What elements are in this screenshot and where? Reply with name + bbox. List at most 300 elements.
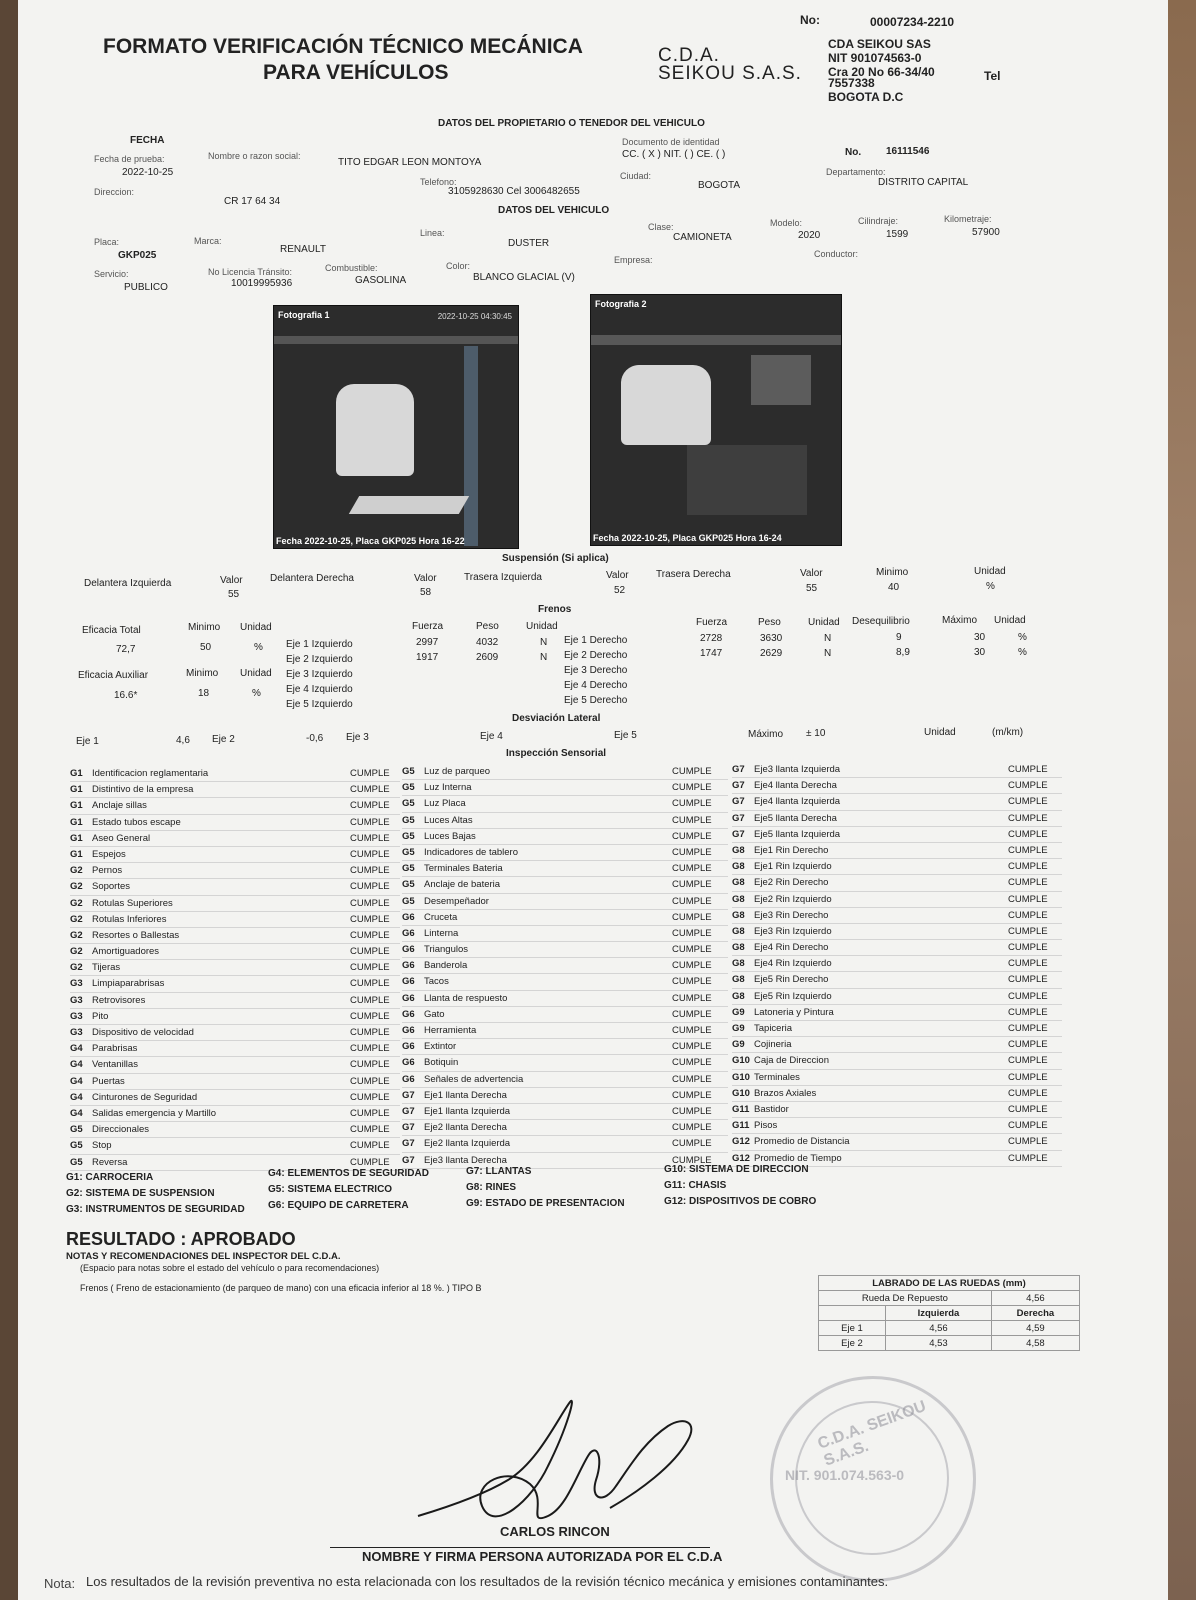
item-name: Retrovisores [92, 994, 146, 1006]
item-name: Pisos [754, 1120, 778, 1132]
eje2-der-peso: 2629 [760, 648, 783, 659]
item-name: Señales de advertencia [424, 1073, 524, 1085]
sensorial-row [732, 827, 1062, 843]
item-result: CUMPLE [1008, 958, 1048, 970]
eje2-max: 30 [974, 647, 986, 658]
group-code: G6 [402, 944, 415, 956]
linea-label: Linea: [420, 228, 445, 238]
sensorial-row [732, 989, 1062, 1005]
item-result: CUMPLE [672, 1154, 712, 1166]
ef-total-min-value: 50 [200, 642, 212, 653]
group-code: G12 [732, 1136, 750, 1148]
item-name: Reversa [92, 1156, 128, 1168]
group-code: G2 [70, 962, 83, 974]
sensorial-row [732, 892, 1062, 908]
item-result: CUMPLE [672, 992, 712, 1004]
document-page [18, 0, 1168, 1600]
item-name: Eje2 llanta Izquierda [424, 1138, 511, 1150]
group-code: G4 [70, 1091, 83, 1103]
item-result: CUMPLE [672, 1073, 712, 1085]
linea-value: DUSTER [508, 238, 550, 249]
sensorial-row [70, 976, 400, 992]
sensorial-column-2 [402, 764, 728, 1169]
item-result: CUMPLE [672, 895, 712, 907]
sensorial-row [402, 861, 728, 877]
sensorial-row [70, 1041, 400, 1057]
legend-g3: G3: INSTRUMENTOS DE SEGURIDAD [66, 1204, 245, 1215]
modelo-label: Modelo: [770, 218, 803, 228]
group-code: G1 [70, 816, 83, 828]
item-name: Eje4 Rin Derecho [754, 942, 829, 954]
item-result: CUMPLE [350, 832, 390, 844]
item-result: CUMPLE [350, 1027, 390, 1038]
group-code: G1 [70, 832, 83, 844]
item-result: CUMPLE [350, 1124, 390, 1136]
eje1-deseq: 9 [896, 632, 902, 643]
photo-1-beam [274, 336, 518, 344]
item-result: CUMPLE [350, 1091, 390, 1103]
sensorial-row [70, 831, 400, 847]
item-name: Soportes [92, 881, 131, 893]
footer-nota-label: Nota: [44, 1576, 76, 1591]
doc-no-label: No. [845, 147, 862, 158]
handwritten-signature [398, 1396, 718, 1539]
group-code: G1 [70, 768, 83, 779]
item-name: Promedio de Tiempo [754, 1152, 842, 1164]
photo-2-tag: Fotografia 2 [595, 299, 647, 309]
group-code: G7 [402, 1138, 415, 1150]
group-code: G8 [732, 990, 745, 1002]
ef-aux-min-label: Minimo [186, 668, 219, 679]
eje1-der-fuerza: 2728 [700, 633, 723, 644]
company-address: Cra 20 No 66-34/40 [828, 65, 935, 79]
item-name: Botiquin [424, 1057, 459, 1069]
eje1-max: 30 [974, 632, 986, 643]
labrado-eje1-izq: 4,56 [886, 1321, 992, 1336]
item-result: CUMPLE [350, 913, 390, 925]
item-result: CUMPLE [672, 976, 712, 988]
eje2-der-fuerza: 1747 [700, 648, 723, 659]
group-code: G9 [732, 1006, 745, 1018]
group-code: G2 [70, 897, 83, 909]
item-result: CUMPLE [350, 1107, 390, 1119]
item-name: Indicadores de tablero [424, 846, 519, 858]
item-result: CUMPLE [350, 1075, 390, 1087]
notas-title: NOTAS Y RECOMENDACIONES DEL INSPECTOR DEL C.D.A. [66, 1251, 341, 1262]
group-code: G5 [70, 1124, 83, 1136]
licencia-label: No Licencia Tránsito: [208, 267, 293, 277]
group-code: G6 [402, 1073, 415, 1085]
group-code: G7 [402, 1089, 415, 1101]
empresa-label: Empresa: [614, 255, 653, 265]
item-name: Stop [92, 1140, 112, 1152]
clase-label: Clase: [648, 222, 674, 232]
eje1-izq-fuerza: 2997 [416, 637, 439, 648]
eje1-der-label: Eje 1 Derecho [564, 635, 628, 646]
item-result: CUMPLE [1008, 990, 1048, 1002]
group-code: G8 [732, 909, 745, 921]
eje5-izq-label: Eje 5 Izquierdo [286, 699, 353, 710]
group-code: G8 [732, 861, 745, 873]
item-name: Eje4 llanta Derecha [754, 780, 837, 792]
document-number: 00007234-2210 [870, 15, 955, 29]
legend-g10: G10: SISTEMA DE DIRECCION [664, 1164, 809, 1175]
group-code: G7 [732, 828, 745, 840]
eje1-izq-peso: 4032 [476, 637, 499, 648]
company-phone: 7557338 [828, 76, 875, 90]
item-result: CUMPLE [672, 830, 712, 842]
group-code: G4 [70, 1075, 83, 1087]
title-line-1: FORMATO VERIFICACIÓN TÉCNICO MECÁNICA [103, 35, 583, 58]
item-result: CUMPLE [350, 784, 390, 796]
sensorial-row [402, 894, 728, 910]
photo-2 [590, 294, 842, 546]
sensorial-row [732, 859, 1062, 875]
labrado-eje2-izq: 4,53 [886, 1336, 992, 1351]
item-result: CUMPLE [672, 766, 712, 777]
repuesto-label: Rueda De Repuesto [819, 1291, 992, 1306]
item-result: CUMPLE [350, 994, 390, 1006]
group-code: G5 [402, 814, 415, 826]
fecha-label: Fecha de prueba: [94, 154, 165, 164]
group-code: G5 [402, 798, 415, 810]
item-name: Resortes o Ballestas [92, 929, 180, 941]
combustible-label: Combustible: [325, 263, 378, 273]
eje2-der-label: Eje 2 Derecho [564, 650, 628, 661]
eje4-der-label: Eje 4 Derecho [564, 680, 628, 691]
sensorial-row [732, 875, 1062, 891]
desv-eje4-label: Eje 4 [480, 731, 503, 742]
desv-eje2-label: Eje 2 [212, 734, 235, 745]
sensorial-row [402, 1104, 728, 1120]
group-code: G6 [402, 960, 415, 972]
item-result: CUMPLE [672, 911, 712, 923]
group-code: G12 [732, 1152, 750, 1164]
peso-left-label: Peso [476, 621, 499, 632]
group-code: G5 [402, 782, 415, 794]
group-code: G5 [402, 766, 415, 777]
item-name: Tacos [424, 976, 449, 988]
sensorial-row [732, 924, 1062, 940]
item-name: Estado tubos escape [92, 816, 181, 828]
group-code: G8 [732, 877, 745, 889]
sensorial-row [402, 1055, 728, 1071]
susp-ti-label: Trasera Izquierda [464, 572, 542, 583]
sensorial-row [402, 1007, 728, 1023]
eficacia-total-label: Eficacia Total [82, 625, 141, 636]
group-code: G4 [70, 1107, 83, 1119]
suspension-title: Suspensión (Si aplica) [502, 553, 609, 564]
item-name: Triangulos [424, 944, 469, 956]
item-name: Gato [424, 1008, 445, 1020]
sensorial-row [732, 940, 1062, 956]
sensorial-row [402, 974, 728, 990]
desv-unit-label: Unidad [924, 727, 956, 738]
item-name: Eje5 llanta Derecha [754, 812, 837, 824]
item-name: Rotulas Superiores [92, 897, 173, 909]
sensorial-row [70, 993, 400, 1009]
sensorial-row [732, 1086, 1062, 1102]
group-code: G6 [402, 911, 415, 923]
item-name: Eje1 Rin Izquierdo [754, 861, 832, 873]
item-result: CUMPLE [672, 1057, 712, 1069]
cilindraje-value: 1599 [886, 229, 909, 240]
legend-g8: G8: RINES [466, 1182, 517, 1193]
item-name: Extintor [424, 1041, 457, 1053]
item-result: CUMPLE [672, 944, 712, 956]
photo-2-machine [751, 355, 811, 405]
susp-dd-valor-label: Valor [414, 573, 437, 584]
ef-total-unit-label: Unidad [240, 622, 272, 633]
item-result: CUMPLE [1008, 764, 1048, 775]
item-name: Ventanillas [92, 1059, 138, 1071]
sensorial-column-3 [732, 762, 1062, 1167]
item-result: CUMPLE [1008, 974, 1048, 986]
group-code: G8 [732, 974, 745, 986]
sensorial-row [732, 843, 1062, 859]
unidad-left-label: Unidad [526, 621, 558, 632]
sensorial-row [70, 1122, 400, 1138]
peso-right-label: Peso [758, 617, 781, 628]
sensorial-row [732, 1021, 1062, 1037]
item-result: CUMPLE [350, 865, 390, 877]
item-name: Aseo General [92, 832, 151, 844]
item-result: CUMPLE [672, 814, 712, 826]
sensorial-row [402, 764, 728, 780]
susp-unit-label: Unidad [974, 566, 1006, 577]
group-code: G8 [732, 925, 745, 937]
sensorial-title: Inspección Sensorial [506, 748, 607, 759]
susp-td-valor-label: Valor [800, 568, 823, 579]
signer-name: CARLOS RINCON [500, 1524, 610, 1539]
telefono-value: 3105928630 Cel 3006482655 [448, 186, 580, 197]
ef-aux-pct: % [252, 688, 261, 699]
eje4-izq-label: Eje 4 Izquierdo [286, 684, 353, 695]
sensorial-row [402, 829, 728, 845]
frenos-title: Frenos [538, 604, 572, 615]
susp-unit-value: % [986, 581, 995, 592]
item-result: CUMPLE [1008, 893, 1048, 905]
eje1-izq-label: Eje 1 Izquierdo [286, 639, 353, 650]
group-code: G7 [732, 812, 745, 824]
sensorial-row [70, 798, 400, 814]
eje2-izq-fuerza: 1917 [416, 652, 439, 663]
legend-g11: G11: CHASIS [664, 1180, 727, 1191]
item-result: CUMPLE [672, 1041, 712, 1053]
eficacia-total-value: 72,7 [116, 644, 136, 655]
sensorial-row [70, 928, 400, 944]
servicio-label: Servicio: [94, 269, 129, 279]
item-name: Cinturones de Seguridad [92, 1091, 198, 1103]
company-city: BOGOTA D.C [828, 90, 904, 104]
item-result: CUMPLE [350, 848, 390, 860]
susp-ti-value: 52 [614, 585, 626, 596]
item-name: Limpiaparabrisas [92, 978, 165, 990]
resultado: RESULTADO : APROBADO [66, 1229, 296, 1249]
title-line-2: PARA VEHÍCULOS [263, 61, 449, 84]
sensorial-row [70, 1057, 400, 1073]
fecha-header: FECHA [130, 135, 165, 146]
stamp-nit: NIT. 901.074.563-0 [785, 1467, 905, 1483]
labrado-table [818, 1275, 1080, 1351]
labrado-eje2-der: 4,58 [991, 1336, 1079, 1351]
susp-ti-valor-label: Valor [606, 570, 629, 581]
direccion-label: Direccion: [94, 187, 135, 197]
sensorial-row [732, 1118, 1062, 1134]
item-name: Eje5 llanta Izquierda [754, 828, 841, 840]
eje3-izq-label: Eje 3 Izquierdo [286, 669, 353, 680]
eje1-pct: % [1018, 632, 1027, 643]
legend-g5: G5: SISTEMA ELECTRICO [268, 1184, 393, 1195]
item-result: CUMPLE [350, 816, 390, 828]
item-name: Pernos [92, 865, 123, 877]
susp-di-valor-label: Valor [220, 575, 243, 586]
susp-td-value: 55 [806, 583, 818, 594]
number-label: No: [800, 13, 820, 27]
sensorial-row [70, 1009, 400, 1025]
group-code: G7 [732, 796, 745, 808]
labrado-eje1-label: Eje 1 [819, 1321, 886, 1336]
group-code: G6 [402, 976, 415, 988]
sensorial-row [732, 1005, 1062, 1021]
desv-eje3-label: Eje 3 [346, 732, 369, 743]
group-code: G7 [732, 764, 745, 775]
legend-g12: G12: DISPOSITIVOS DE COBRO [664, 1196, 817, 1207]
licencia-value: 10019995936 [231, 278, 293, 289]
kilometraje-label: Kilometraje: [944, 214, 992, 224]
item-result: CUMPLE [672, 1105, 712, 1117]
unidad-deseq-label: Unidad [994, 615, 1026, 626]
company-name: CDA SEIKOU SAS [828, 37, 931, 51]
departamento-value: DISTRITO CAPITAL [878, 177, 969, 188]
photo-1-ramp [349, 496, 469, 514]
item-name: Luz Interna [424, 782, 472, 794]
conductor-label: Conductor: [814, 249, 859, 259]
desv-eje1-label: Eje 1 [76, 736, 99, 747]
sensorial-row [402, 1072, 728, 1088]
sensorial-row [70, 815, 400, 831]
group-code: G6 [402, 1008, 415, 1020]
color-label: Color: [446, 261, 471, 271]
labrado-empty [819, 1306, 886, 1321]
sensorial-row [70, 1074, 400, 1090]
footer-nota: Los resultados de la revisión preventiva no esta relacionada con los resultados de la revisión técnico mecánica y emisiones contaminantes. [86, 1574, 889, 1589]
direccion-value: CR 17 64 34 [224, 196, 281, 207]
desv-max-value: ± 10 [806, 728, 826, 739]
sensorial-row [732, 1037, 1062, 1053]
company-stamp [770, 1376, 976, 1582]
item-name: Rotulas Inferiores [92, 913, 167, 925]
group-code: G10 [732, 1055, 750, 1067]
susp-dd-value: 58 [420, 587, 432, 598]
item-name: Luz Placa [424, 798, 466, 810]
item-result: CUMPLE [672, 1138, 712, 1150]
group-code: G7 [402, 1122, 415, 1134]
sensorial-row [732, 811, 1062, 827]
signature-line [330, 1547, 710, 1548]
item-name: Eje2 llanta Derecha [424, 1122, 507, 1134]
item-name: Tijeras [92, 962, 121, 974]
group-code: G5 [70, 1140, 83, 1152]
owner-name: TITO EDGAR LEON MONTOYA [338, 157, 482, 168]
logo-line-2: SEIKOU S.A.S. [658, 63, 802, 84]
item-name: Terminales [754, 1071, 800, 1083]
doc-types: CC. ( X ) NIT. ( ) CE. ( ) [622, 149, 726, 160]
sensorial-row [732, 908, 1062, 924]
ef-aux-unit-label: Unidad [240, 668, 272, 679]
servicio-value: PUBLICO [124, 282, 168, 293]
item-name: Tapiceria [754, 1023, 793, 1034]
eje2-der-unit: N [824, 648, 832, 659]
sensorial-row [732, 794, 1062, 810]
group-code: G10 [732, 1087, 750, 1099]
maximo-label: Máximo [942, 615, 978, 626]
group-code: G5 [402, 846, 415, 858]
item-result: CUMPLE [672, 960, 712, 972]
group-code: G4 [70, 1059, 83, 1071]
desv-eje2-value: -0,6 [306, 733, 324, 744]
sensorial-row [70, 847, 400, 863]
group-code: G1 [70, 784, 83, 796]
unidad-right-label: Unidad [808, 617, 840, 628]
item-result: CUMPLE [350, 768, 390, 779]
item-name: Eje2 Rin Izquierdo [754, 893, 832, 905]
name-label: Nombre o razon social: [208, 151, 301, 161]
group-code: G2 [70, 881, 83, 893]
item-name: Brazos Axiales [754, 1087, 817, 1099]
sensorial-row [732, 972, 1062, 988]
group-code: G2 [70, 865, 83, 877]
sensorial-row [70, 863, 400, 879]
group-code: G9 [732, 1039, 745, 1051]
repuesto-value: 4,56 [991, 1291, 1079, 1306]
eje2-pct: % [1018, 647, 1027, 658]
item-result: CUMPLE [1008, 1152, 1048, 1164]
item-name: Eje1 Rin Derecho [754, 844, 829, 856]
item-result: CUMPLE [350, 946, 390, 958]
item-result: CUMPLE [1008, 1023, 1048, 1034]
item-result: CUMPLE [350, 1043, 390, 1055]
sensorial-row [732, 956, 1062, 972]
kilometraje-value: 57900 [972, 227, 1000, 238]
fecha-value: 2022-10-25 [122, 167, 174, 178]
group-code: G3 [70, 1010, 83, 1022]
item-name: Herramienta [424, 1025, 477, 1036]
ciudad-label: Ciudad: [620, 171, 652, 181]
item-result: CUMPLE [1008, 828, 1048, 840]
sensorial-row [70, 766, 400, 782]
desequilibrio-label: Desequilibrio [852, 616, 910, 627]
legend-g4: G4: ELEMENTOS DE SEGURIDAD [268, 1168, 429, 1179]
item-name: Cruceta [424, 911, 458, 923]
owner-section-title: DATOS DEL PROPIETARIO O TENEDOR DEL VEHICULO [438, 118, 705, 129]
photo-1-timestamp: 2022-10-25 04:30:45 [437, 312, 512, 321]
legend-g9: G9: ESTADO DE PRESENTACION [466, 1198, 625, 1209]
item-result: CUMPLE [1008, 1136, 1048, 1148]
doc-label: Documento de identidad [622, 137, 720, 147]
sensorial-row [402, 845, 728, 861]
item-result: CUMPLE [672, 1025, 712, 1036]
sensorial-row [402, 926, 728, 942]
group-code: G2 [70, 946, 83, 958]
eficacia-auxiliar-label: Eficacia Auxiliar [78, 670, 149, 681]
group-code: G5 [402, 863, 415, 875]
item-result: CUMPLE [1008, 1103, 1048, 1115]
sensorial-row [70, 912, 400, 928]
cilindraje-label: Cilindraje: [858, 216, 899, 226]
stamp-text: C.D.A. SEIKOU S.A.S. [815, 1397, 929, 1470]
ef-aux-min-value: 18 [198, 688, 210, 699]
